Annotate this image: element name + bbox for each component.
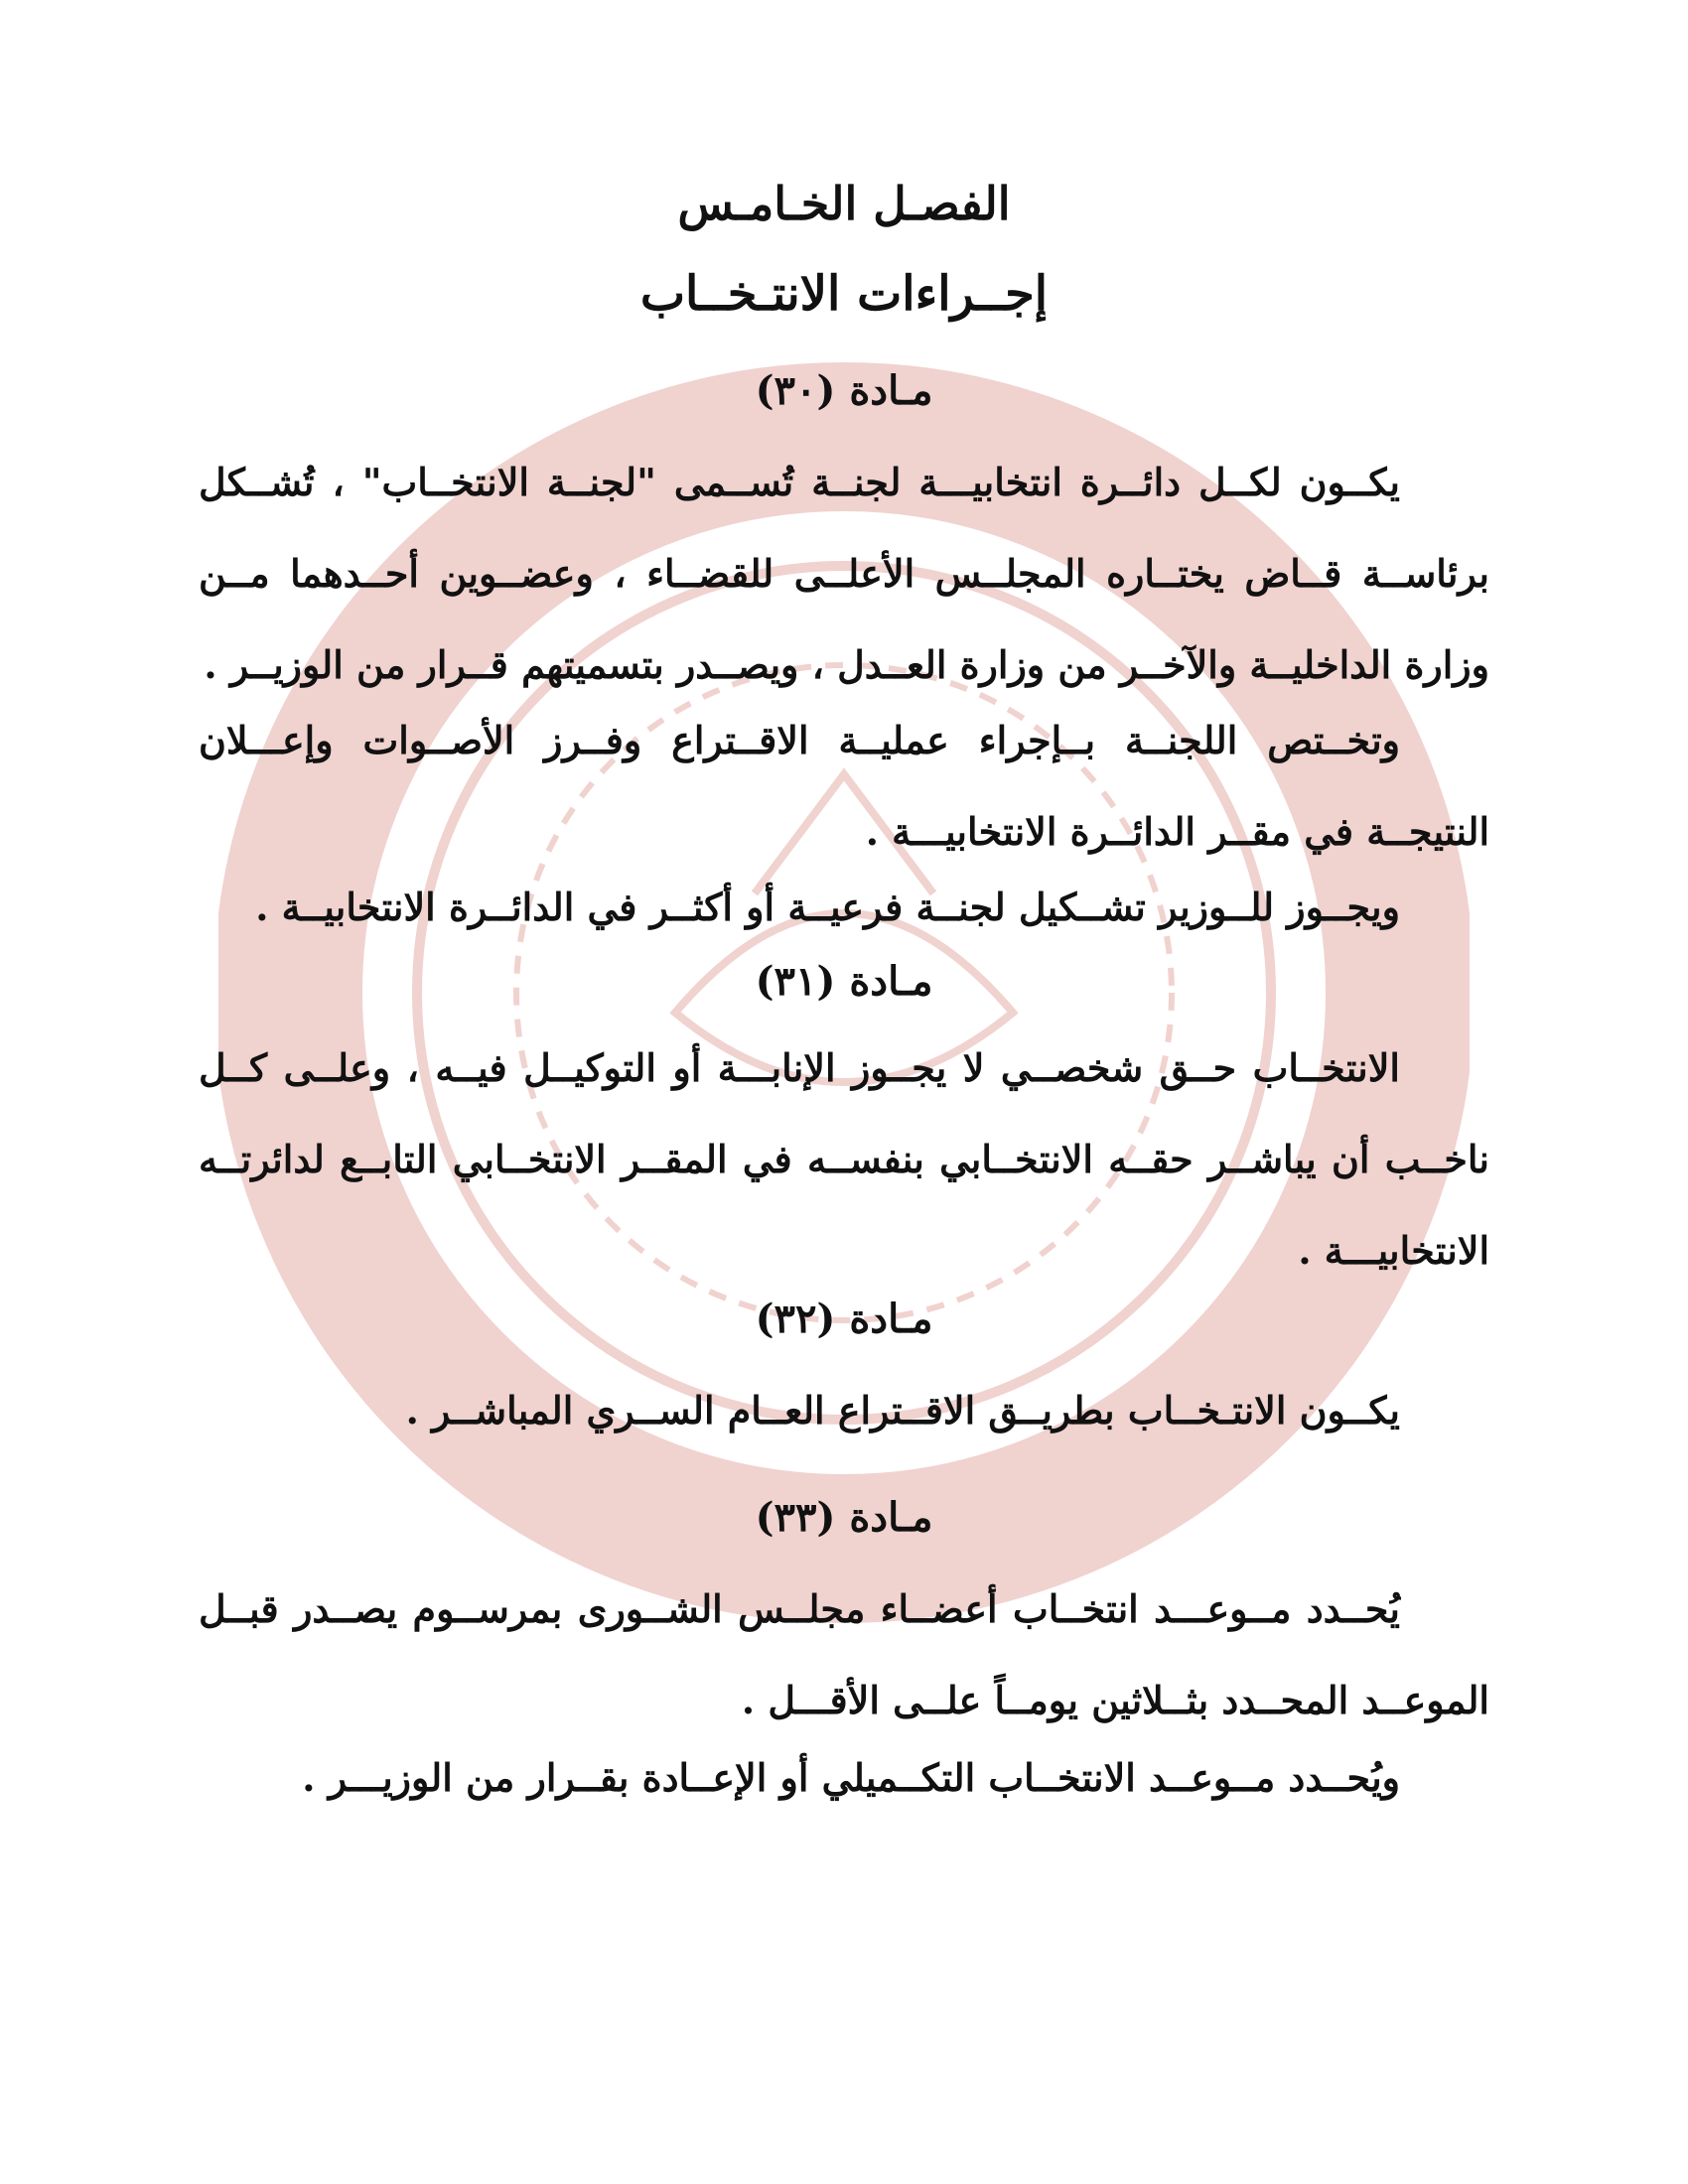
article-33-paragraph-1: يُحــدد مــوعـــد انتخــاب أعضــاء مجلــس الشــورى بمرســوم يصــدر قبــل الموعــد المحــدد بثــلاثين يومــاً علــى الأقـــل . — [199, 1586, 1489, 1722]
chapter-label: الفصـل الخـامـس — [677, 177, 1011, 230]
article-31-paragraph-1: الانتخــاب حــق شخصــي لا يجــوز الإنابـــة أو التوكيــل فيــه ، وعلــى كــل ناخــب أن يباشــر حقــه الانتخــابي بنفســه في المقــر الانتخــابي التابــع لدائرتــه الانتخابيـــة . — [199, 1045, 1489, 1273]
article-heading-31: مـادة (٣١) — [755, 958, 933, 1005]
article-heading-32: مـادة (٣٢) — [755, 1296, 933, 1342]
article-30-paragraph-1: يكــون لكــل دائــرة انتخابيـــة لجنــة تُســمى "لجنــة الانتخــاب" ، تُشــكل برئاســة قــاض يختــاره المجلــس الأعلــى للقضــاء ، وعضــوين أحــدهما مــن وزارة الداخليــة والآخــر من وزارة العــدل ، ويصــدر بتسميتهم قــرار من الوزيــر . — [199, 460, 1489, 687]
article-33-paragraph-2: ويُحــدد مــوعــد الانتخــاب التكــميلي أو الإعــادة بقــرار من الوزيـــر . — [302, 1755, 1400, 1800]
article-30-paragraph-2: وتخــتص اللجنــة بــإجراء عمليــة الاقــتراع وفــرز الأصــوات وإعـــلان النتيجــة في مقــر الدائــرة الانتخابيـــة . — [199, 718, 1489, 854]
article-32-paragraph-1: يكــون الانتـخــاب بطريــق الاقــتراع العــام الســري المباشــر . — [405, 1388, 1400, 1433]
article-heading-30: مـادة (٣٠) — [755, 367, 933, 414]
chapter-title: إجــراءات الانتـخــاب — [639, 266, 1049, 322]
article-30-paragraph-3: ويجــوز للــوزير تشــكيل لجنــة فرعيــة أو أكثــر في الدائــرة الانتخابيــة . — [255, 885, 1400, 929]
article-heading-33: مـادة (٣٣) — [755, 1494, 933, 1541]
